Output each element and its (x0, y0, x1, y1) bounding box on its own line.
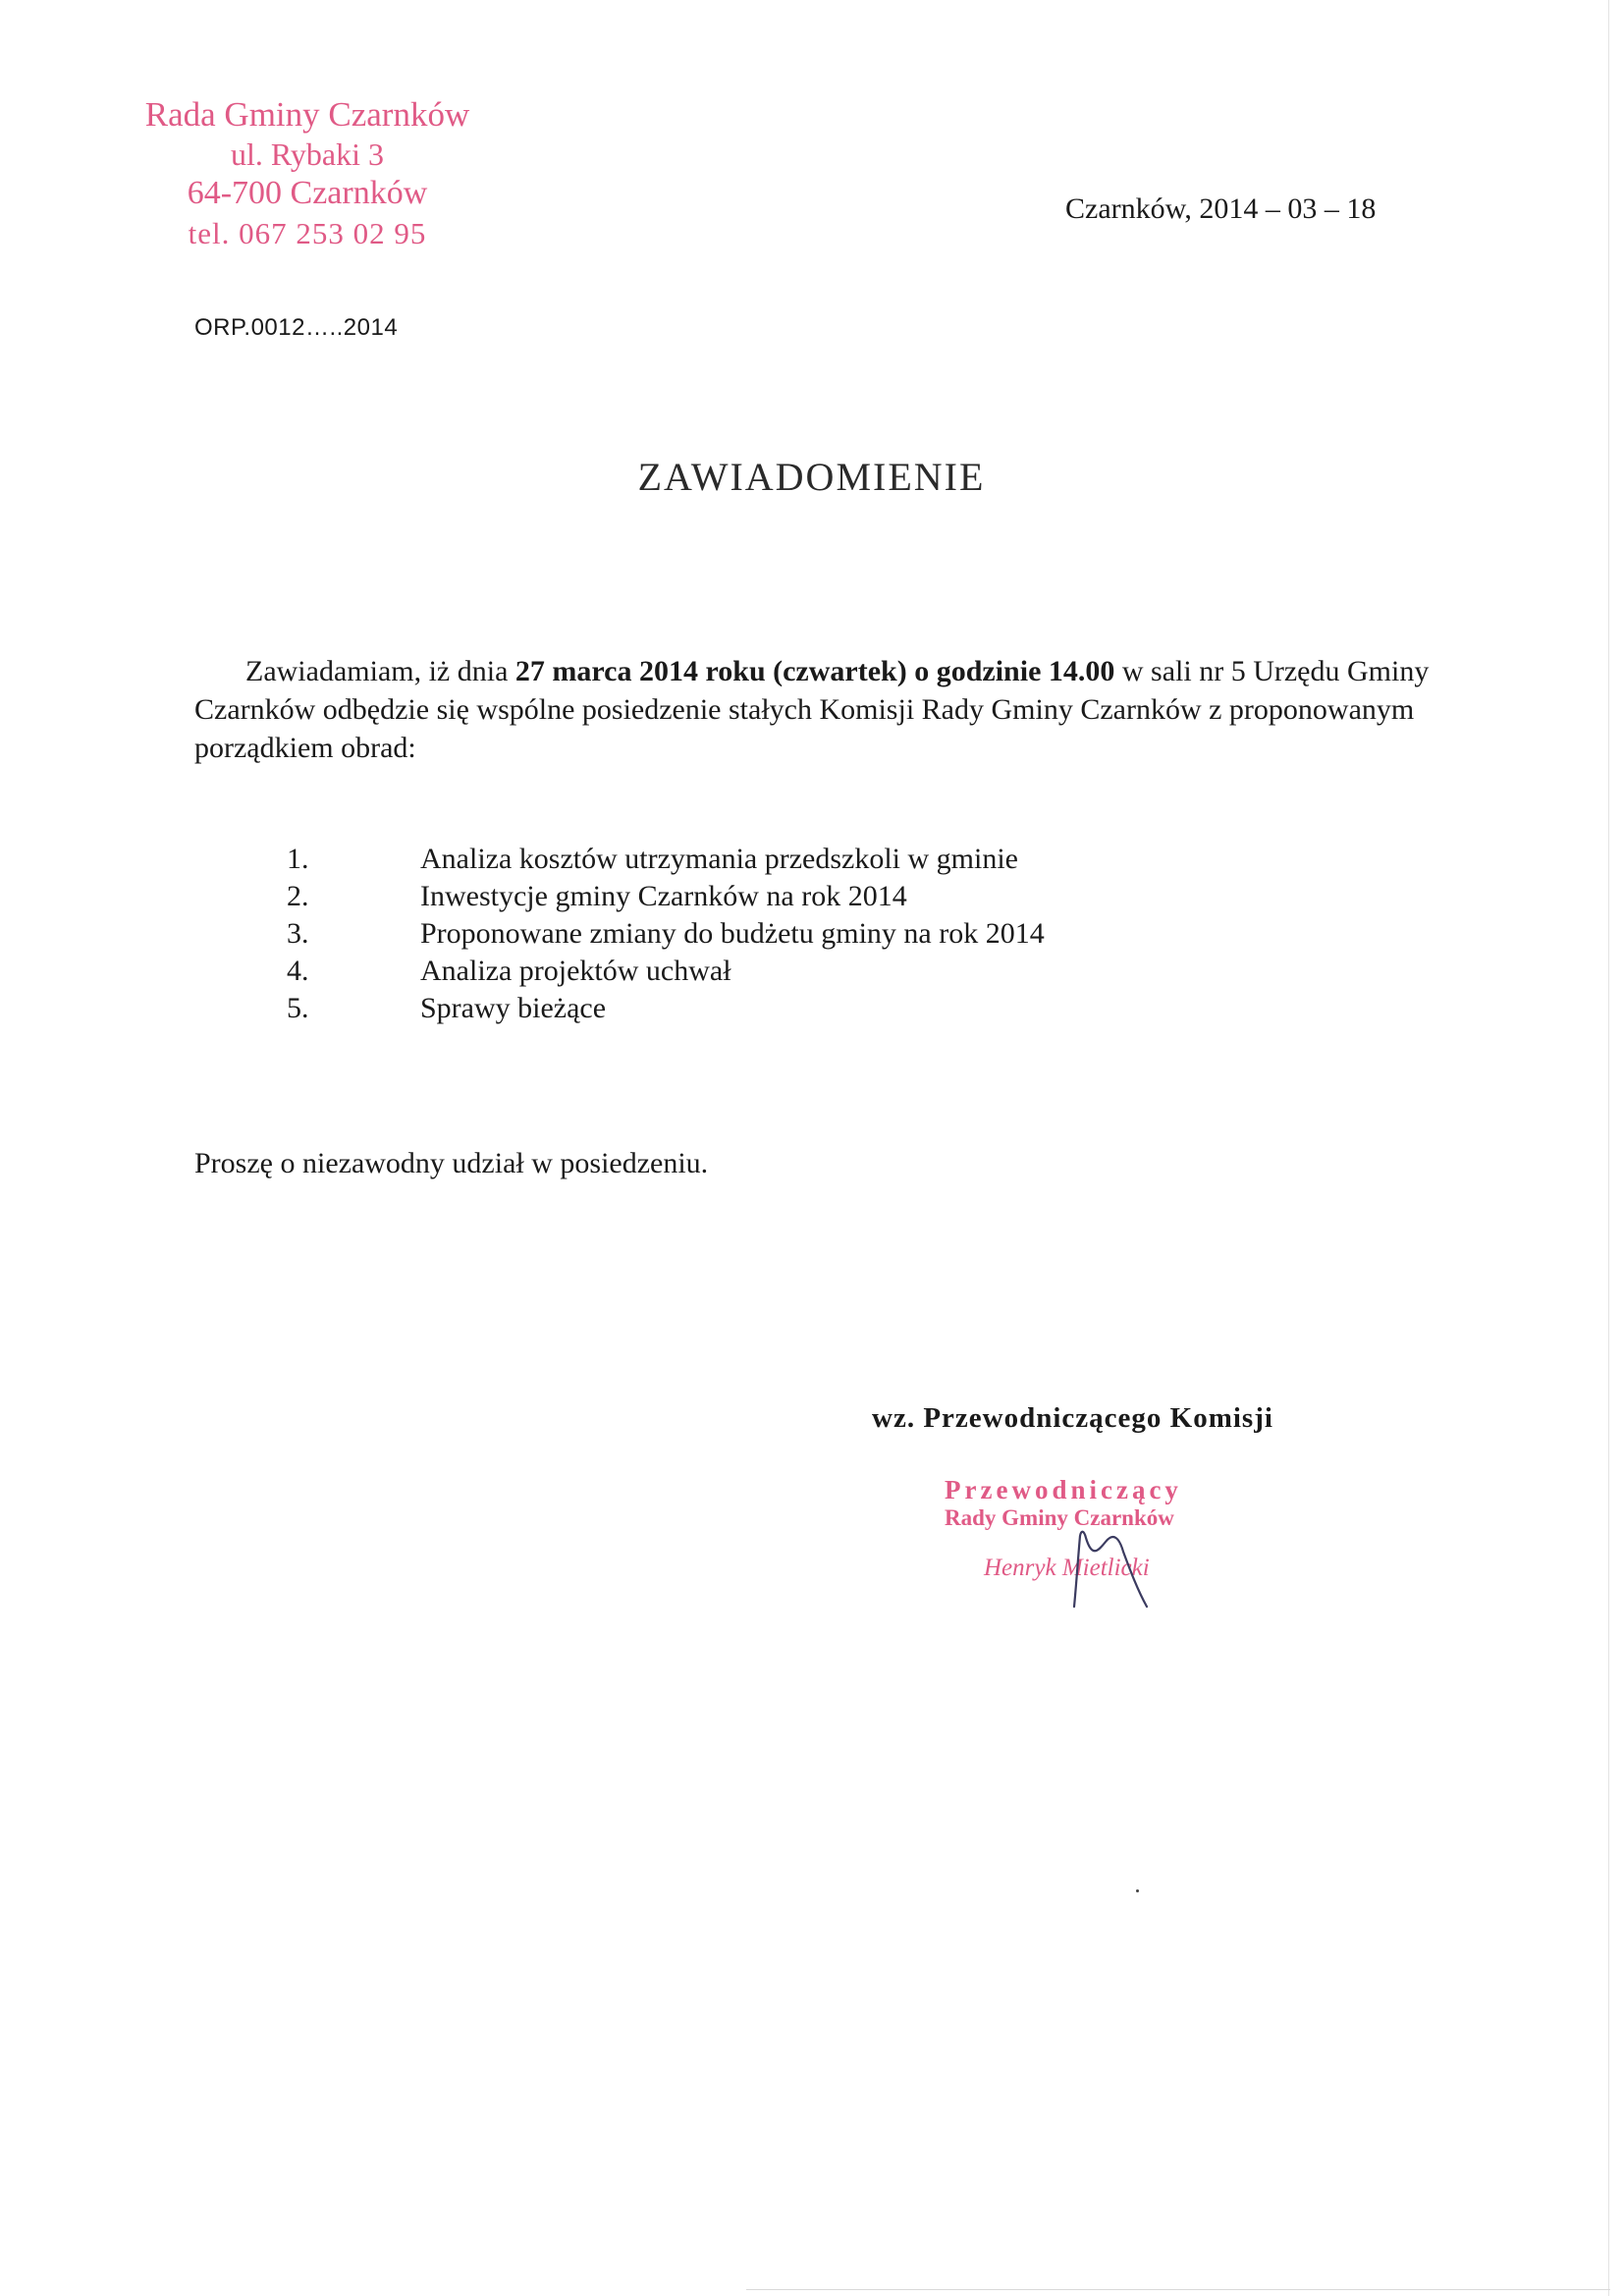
stamp-position: Przewodniczący (945, 1475, 1182, 1504)
agenda-item (287, 878, 1269, 915)
agenda-item (287, 990, 1269, 1027)
reference-number: ORP.0012…..2014 (194, 314, 399, 341)
agenda-item-number: 2. (287, 880, 309, 912)
agenda-item-text: Proponowane zmiany do budżetu gminy na rok 2014 (420, 917, 1045, 950)
agenda-item-text: Analiza projektów uchwał (420, 955, 731, 987)
closing-sentence: Proszę o niezawodny udział w posiedzeniu. (194, 1147, 709, 1179)
letterhead-phone: tel. 067 253 02 95 (188, 216, 427, 250)
document-date: Czarnków, 2014 – 03 – 18 (1065, 192, 1377, 225)
agenda-item-text: Inwestycje gminy Czarnków na rok 2014 (420, 880, 907, 912)
agenda-item-text: Sprawy bieżące (420, 992, 607, 1024)
agenda-list (287, 841, 1269, 1027)
body-text-details: w sali nr 5 Urzędu Gminy Czarnków odbędzie się wspólne posiedzenie stałych Komisji Rady Gminy Czarnków z proponowanym porządkiem obrad: (194, 655, 1430, 764)
agenda-item (287, 841, 1269, 878)
scan-edge-bottom (746, 2289, 1610, 2290)
scan-edge-right (1608, 0, 1609, 2296)
agenda-item (287, 953, 1269, 990)
agenda-item-number: 3. (287, 917, 309, 950)
agenda-item-text: Analiza kosztów utrzymania przedszkoli w gminie (420, 843, 1018, 875)
document-title: ZAWIADOMIENIE (637, 455, 986, 499)
signature-title: wz. Przewodniczącego Komisji (872, 1402, 1273, 1434)
letterhead-street: ul. Rybaki 3 (230, 137, 385, 172)
letterhead-stamp (116, 94, 499, 253)
body-text-meeting-date: 27 marca 2014 roku (czwartek) o godzinie 14.00 (514, 655, 1115, 687)
stamp-name: Henryk Mietlicki (984, 1555, 1150, 1581)
body-text-intro: Zawiadamiam, iż dnia (245, 655, 515, 687)
letterhead-council-name: Rada Gminy Czarnków (144, 95, 470, 134)
agenda-item (287, 915, 1269, 953)
handwritten-signature (1062, 1508, 1170, 1616)
stamp-council: Rady Gminy Czarnków (945, 1505, 1174, 1530)
agenda-item-number: 4. (287, 955, 309, 987)
agenda-item-number: 1. (287, 843, 309, 875)
body-paragraph (194, 652, 1432, 767)
scan-speck (1136, 1889, 1139, 1892)
agenda-item-number: 5. (287, 992, 309, 1024)
letterhead-postal-city: 64-700 Czarnków (187, 175, 428, 211)
